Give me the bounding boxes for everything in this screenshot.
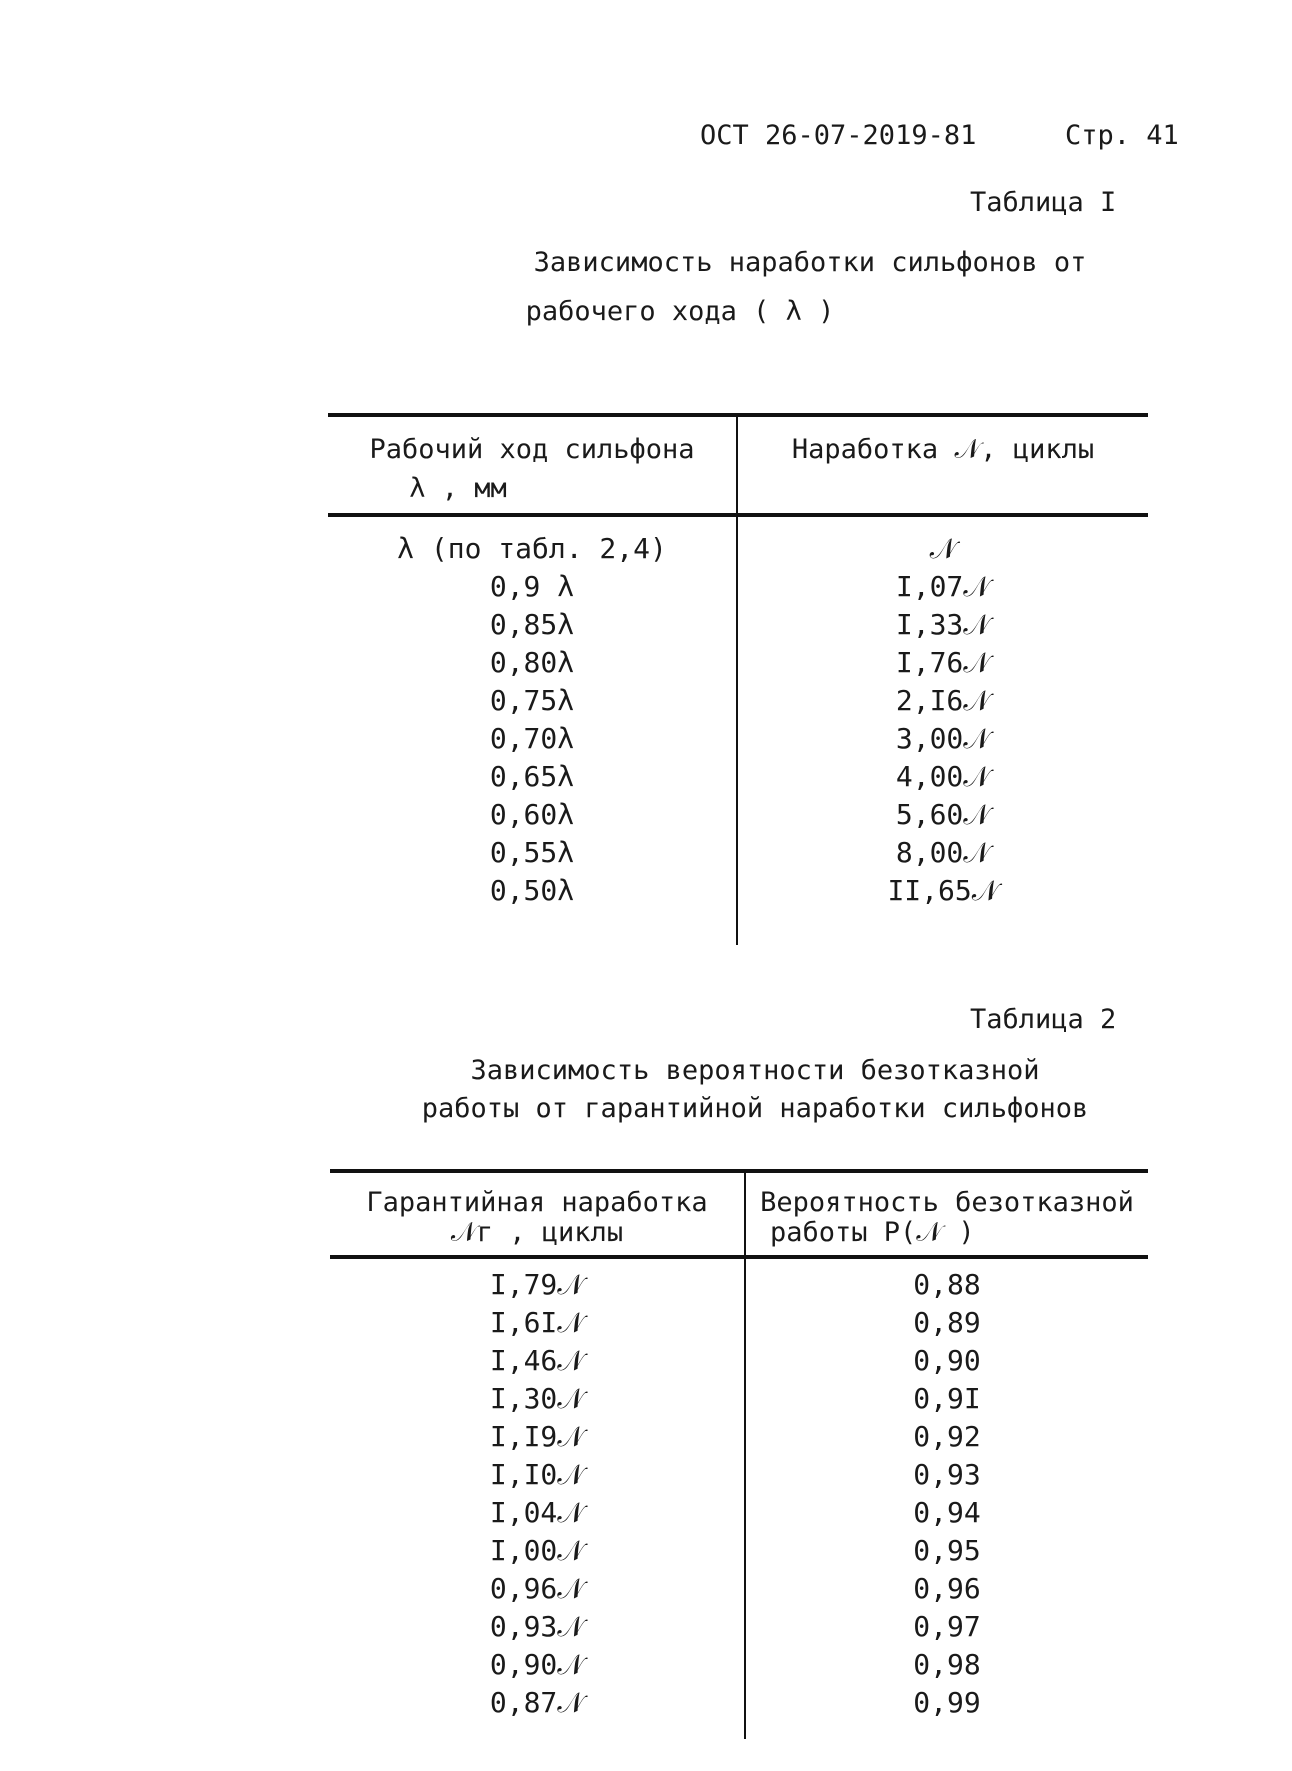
table2-cycles-cell: I,30𝒩: [489, 1382, 585, 1415]
table1-cycles-cell: 8,00𝒩: [895, 836, 991, 869]
table1-cycles-cell: I,33𝒩: [895, 608, 991, 641]
table2-cycles-cell: I,I0𝒩: [489, 1458, 585, 1491]
table2-cycles-cell: I,6I𝒩: [489, 1306, 585, 1339]
table2-cycles-cell: 0,93𝒩: [489, 1610, 585, 1643]
page-number: Стр. 41: [1065, 120, 1179, 151]
table1-stroke-cell: 0,50λ: [489, 874, 575, 907]
table1-cycles-cell: 3,00𝒩: [895, 722, 991, 755]
table1-stroke-cell: 0,60λ: [489, 798, 575, 831]
table2-col1-header-line1: Гарантийная наработка: [366, 1187, 708, 1218]
table1-stroke-cell: 0,80λ: [489, 646, 575, 679]
table2-probability-cell: 0,94: [913, 1496, 981, 1529]
table1-cycles-cell: II,65𝒩: [887, 874, 999, 907]
table1-col2-header: Наработка 𝒩, циклы: [791, 434, 1095, 465]
table2-col2-header-line2: работы Р(𝒩 ): [770, 1217, 975, 1248]
table1-cycles-cell: 𝒩: [929, 532, 957, 565]
table1-cycles-cell: 4,00𝒩: [895, 760, 991, 793]
table2-col2-header-line1: Вероятность безотказной: [760, 1187, 1134, 1218]
table1-stroke-cell: λ (по табл. 2,4): [397, 532, 667, 565]
table1-cycles-cell: 2,I6𝒩: [895, 684, 991, 717]
table2-cycles-cell: I,I9𝒩: [489, 1420, 585, 1453]
table2-probability-cell: 0,96: [913, 1572, 981, 1605]
table1-cycles-cell: I,76𝒩: [895, 646, 991, 679]
table2-probability-cell: 0,88: [913, 1268, 981, 1301]
table2-col1-header-line2: 𝒩г , циклы: [450, 1217, 624, 1248]
table2-top-rule: [330, 1169, 1148, 1173]
table1-title-line2: рабочего хода ( λ ): [525, 296, 835, 327]
table2-title-line2: работы от гарантийной наработки сильфонов: [421, 1093, 1089, 1124]
table2-cycles-cell: I,79𝒩: [489, 1268, 585, 1301]
table1-cycles-cell: I,07𝒩: [895, 570, 991, 603]
table1-title-line1: Зависимость наработки сильфонов от: [533, 247, 1087, 278]
table2-title-line1: Зависимость вероятности безотказной: [470, 1055, 1040, 1086]
table2-probability-cell: 0,92: [913, 1420, 981, 1453]
table1-stroke-cell: 0,75λ: [489, 684, 575, 717]
table1-stroke-cell: 0,9 λ: [489, 570, 575, 603]
table2-cycles-cell: I,46𝒩: [489, 1344, 585, 1377]
table2-header-rule: [330, 1255, 1148, 1259]
table1-col1-header-line2: λ , мм: [409, 473, 507, 504]
document-code: ОСТ 26-07-2019-81: [700, 120, 977, 151]
table2-label: Таблица 2: [970, 1004, 1117, 1035]
table2-cycles-cell: 0,96𝒩: [489, 1572, 585, 1605]
table2-cycles-cell: 0,90𝒩: [489, 1648, 585, 1681]
table1-label: Таблица I: [970, 187, 1117, 218]
table1-stroke-cell: 0,65λ: [489, 760, 575, 793]
table1-stroke-cell: 0,85λ: [489, 608, 575, 641]
table2-probability-cell: 0,97: [913, 1610, 981, 1643]
table2-probability-cell: 0,98: [913, 1648, 981, 1681]
table2-probability-cell: 0,9I: [913, 1382, 981, 1415]
table1-stroke-cell: 0,70λ: [489, 722, 575, 755]
table1-cycles-cell: 5,60𝒩: [895, 798, 991, 831]
table2-probability-cell: 0,95: [913, 1534, 981, 1567]
table1-top-rule: [328, 413, 1148, 417]
table2-cycles-cell: 0,87𝒩: [489, 1686, 585, 1719]
table2-probability-cell: 0,89: [913, 1306, 981, 1339]
table1-header-rule: [328, 513, 1148, 517]
table2-probability-cell: 0,93: [913, 1458, 981, 1491]
table1-stroke-cell: 0,55λ: [489, 836, 575, 869]
table2-cycles-cell: I,00𝒩: [489, 1534, 585, 1567]
table2-cycles-cell: I,04𝒩: [489, 1496, 585, 1529]
table2-probability-cell: 0,99: [913, 1686, 981, 1719]
table1-col1-header-line1: Рабочий ход сильфона: [369, 434, 695, 465]
table2-probability-cell: 0,90: [913, 1344, 981, 1377]
